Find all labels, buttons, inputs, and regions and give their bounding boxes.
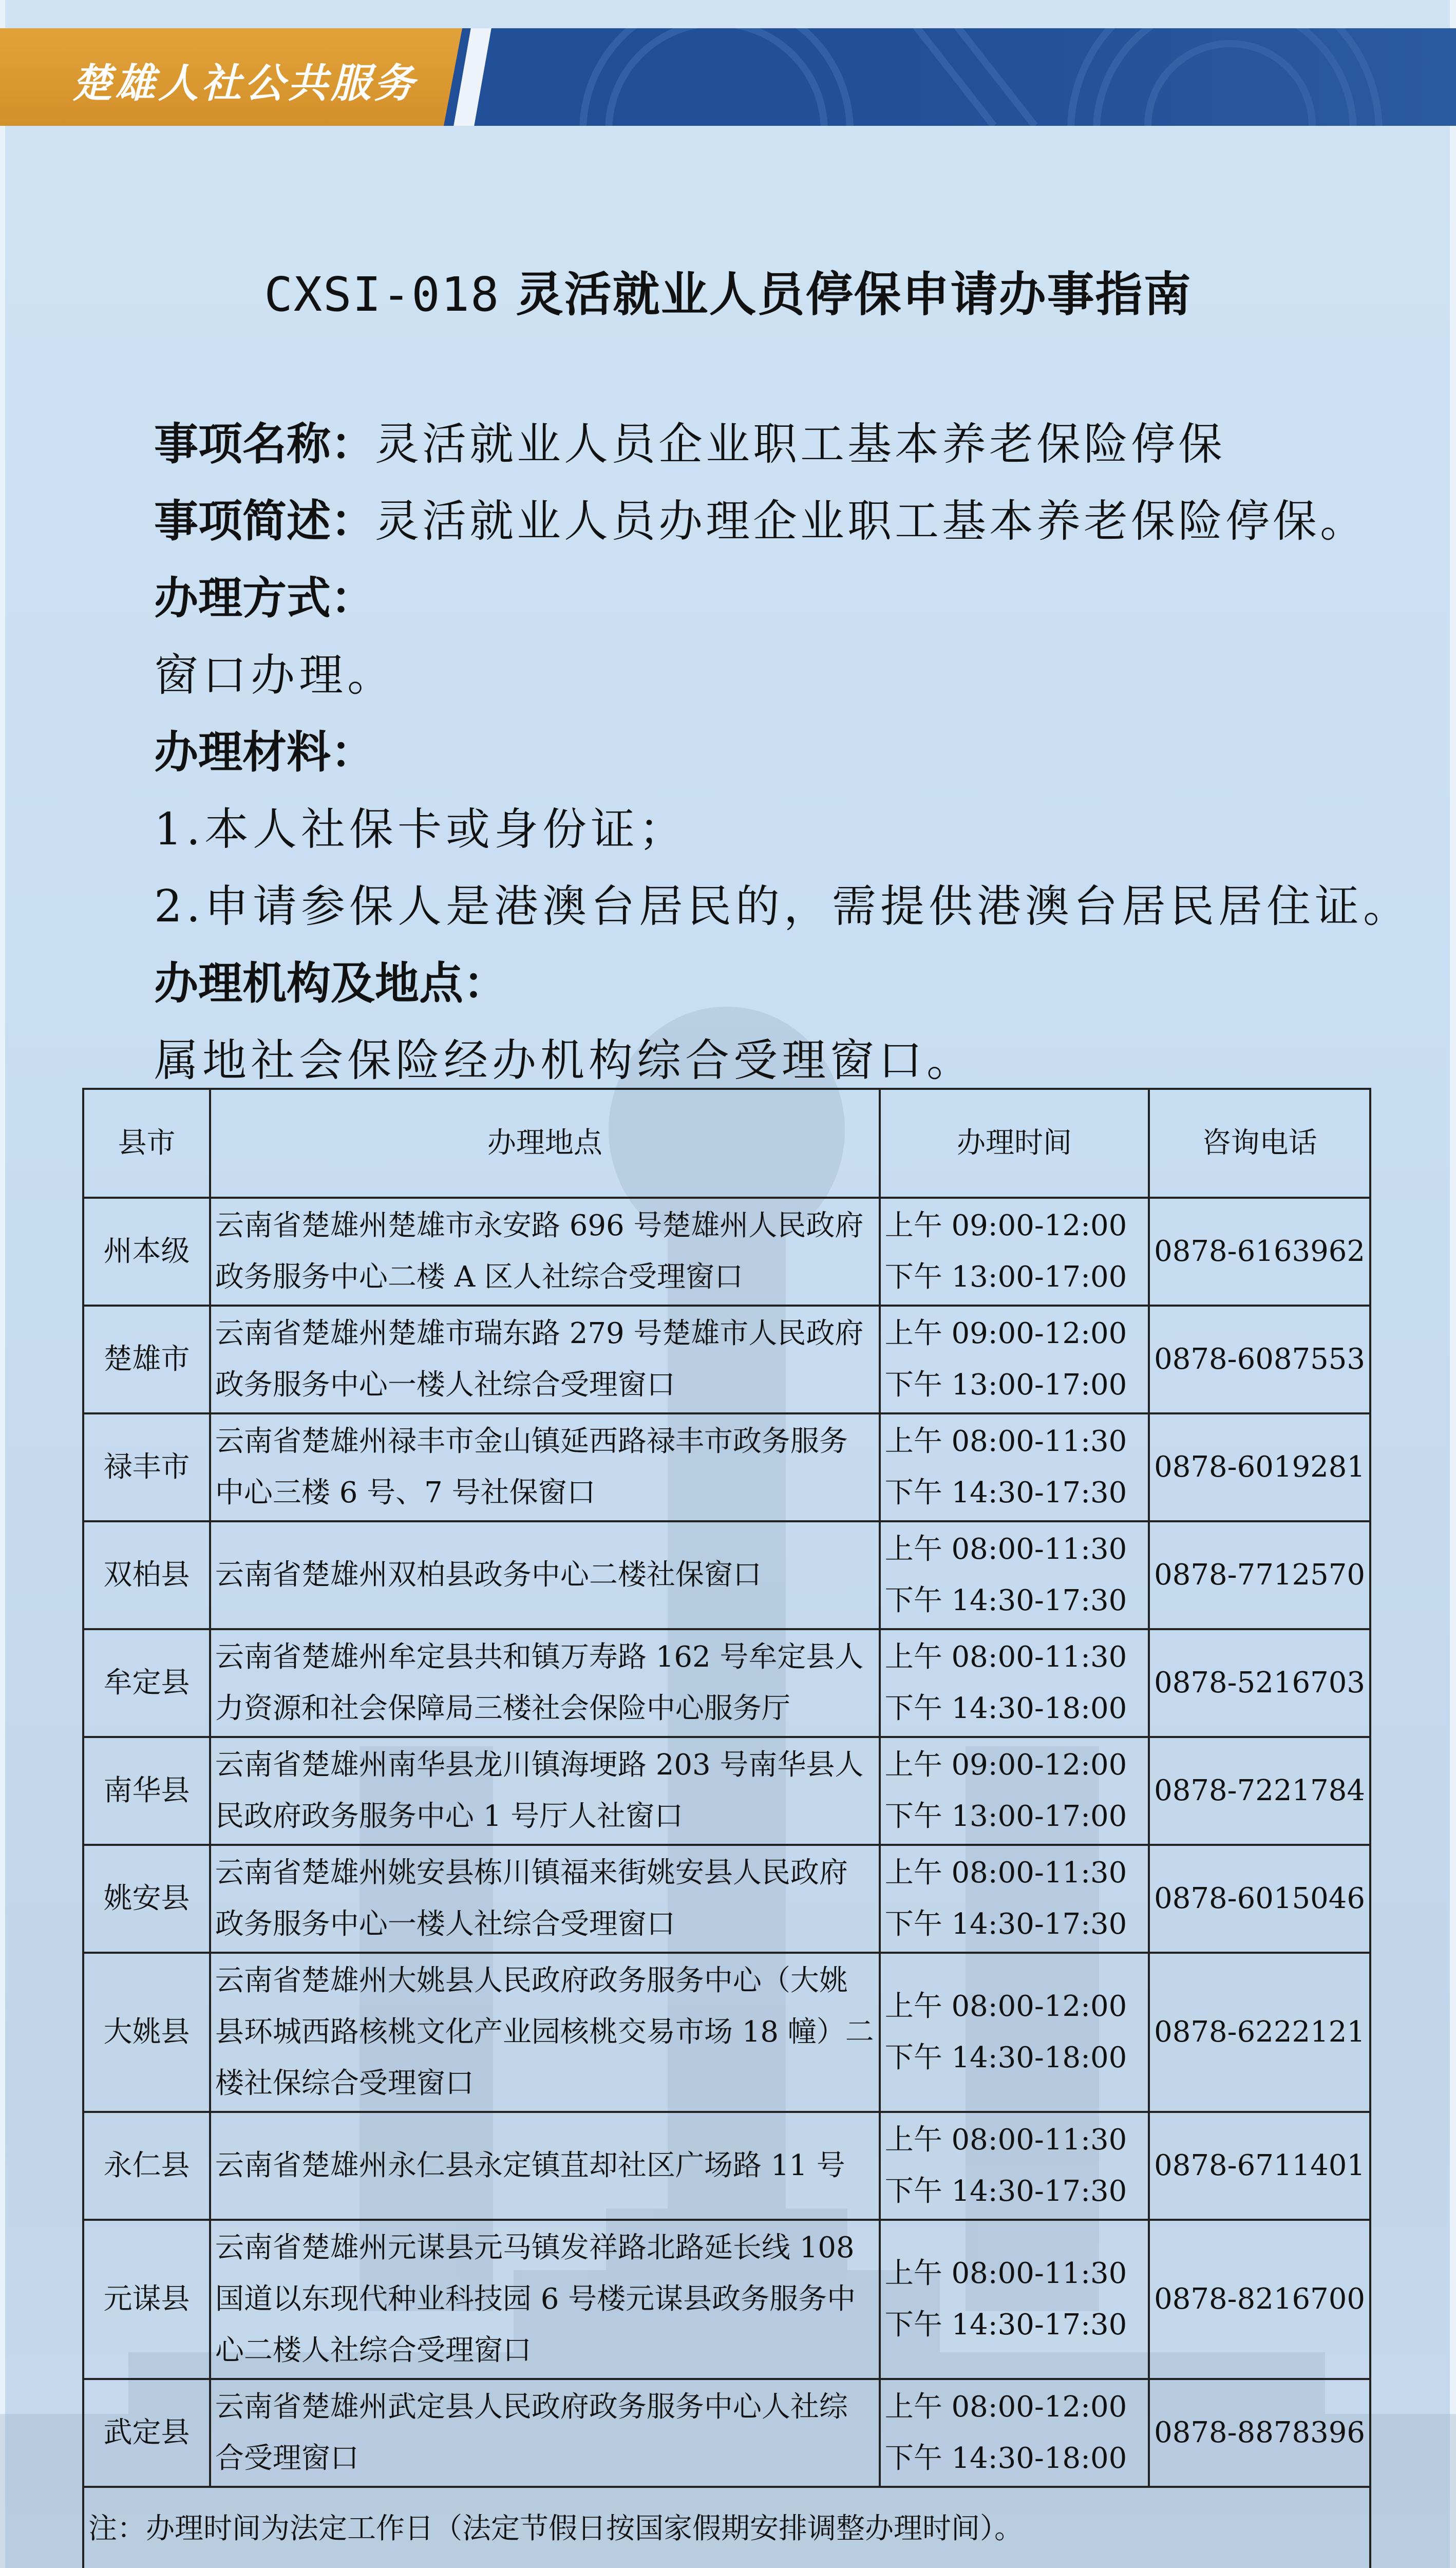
col-phone: 咨询电话: [1149, 1089, 1370, 1198]
office-label: 办理机构及地点：: [154, 958, 507, 1009]
item-name-label: 事项名称：: [154, 419, 375, 470]
county-cell: 楚雄市: [83, 1306, 210, 1413]
hours-am: 上午 08:00-11:30: [884, 1533, 1127, 1566]
hours-cell: [880, 2220, 1149, 2379]
place-cell: 云南省楚雄州双柏县政务中心二楼社保窗口: [210, 1521, 880, 1629]
table-note-row: [83, 2487, 1370, 2568]
hours-am: 上午 09:00-12:00: [884, 1317, 1127, 1350]
county-cell: 禄丰市: [83, 1413, 210, 1521]
table-row: [83, 1198, 1370, 1306]
phone-cell: 0878-6222121: [1149, 1953, 1370, 2112]
place-cell: 云南省楚雄州永仁县永定镇苴却社区广场路 11 号: [210, 2112, 880, 2220]
materials-label: 办理材料：: [154, 727, 375, 778]
place-cell: 云南省楚雄州姚安县栋川镇福来街姚安县人民政府政务服务中心一楼人社综合受理窗口: [210, 1845, 880, 1953]
table-row: [83, 1845, 1370, 1953]
hours-cell: [880, 1737, 1149, 1845]
table-header-row: [83, 1089, 1370, 1198]
place-cell: 云南省楚雄州大姚县人民政府政务服务中心（大姚县环城西路核桃文化产业园核桃交易市场 18 幢）二楼社保综合受理窗口: [210, 1953, 880, 2112]
county-cell: 大姚县: [83, 1953, 210, 2112]
brand-title: 楚雄人社公共服务: [72, 60, 418, 107]
place-cell: 云南省楚雄州元谋县元马镇发祥路北路延长线 108 国道以东现代种业科技园 6 号楼元谋县政务服务中心二楼人社综合受理窗口: [210, 2220, 880, 2379]
hours-pm: 下午 14:30-18:00: [884, 2442, 1127, 2475]
item-desc-label: 事项简述：: [154, 496, 375, 547]
hours-cell: [880, 1306, 1149, 1413]
hours-pm: 下午 14:30-17:30: [884, 1584, 1127, 1617]
phone-cell: 0878-8216700: [1149, 2220, 1370, 2379]
table-row: [83, 2112, 1370, 2220]
place-cell: 云南省楚雄州禄丰市金山镇延西路禄丰市政务服务中心三楼 6 号、7 号社保窗口: [210, 1413, 880, 1521]
hours-cell: [880, 1413, 1149, 1521]
place-cell: 云南省楚雄州楚雄市瑞东路 279 号楚雄市人民政府政务服务中心一楼人社综合受理窗口: [210, 1306, 880, 1413]
phone-cell: 0878-6087553: [1149, 1306, 1370, 1413]
hours-am: 上午 08:00-11:30: [884, 2123, 1127, 2157]
method-value: 窗口办理。: [154, 650, 395, 701]
office-row: [154, 945, 1407, 1022]
material-item: 1.本人社保卡或身份证；: [154, 804, 688, 855]
hours-am: 上午 08:00-11:30: [884, 1425, 1127, 1458]
hours-pm: 下午 14:30-17:30: [884, 2308, 1127, 2342]
title-code: CXSI-018: [264, 267, 500, 322]
item-desc-row: [154, 483, 1407, 560]
place-cell: 云南省楚雄州楚雄市永安路 696 号楚雄州人民政府政务服务中心二楼 A 区人社综合受理窗口: [210, 1198, 880, 1306]
hours-am: 上午 09:00-12:00: [884, 1748, 1127, 1782]
hours-am: 上午 08:00-11:30: [884, 2257, 1127, 2290]
phone-cell: 0878-5216703: [1149, 1629, 1370, 1737]
hours-cell: [880, 1629, 1149, 1737]
hours-cell: [880, 2379, 1149, 2487]
phone-cell: 0878-7712570: [1149, 1521, 1370, 1629]
col-county: 县市: [83, 1089, 210, 1198]
method-row: [154, 560, 1407, 637]
hours-cell: [880, 1521, 1149, 1629]
phone-cell: 0878-6711401: [1149, 2112, 1370, 2220]
county-cell: 南华县: [83, 1737, 210, 1845]
hours-pm: 下午 14:30-18:00: [884, 1692, 1127, 1725]
item-name-row: [154, 406, 1407, 483]
item-desc-value: 灵活就业人员办理企业职工基本养老保险停保。: [375, 496, 1367, 547]
phone-cell: 0878-7221784: [1149, 1737, 1370, 1845]
hours-pm: 下午 14:30-18:00: [884, 2041, 1127, 2074]
county-cell: 永仁县: [83, 2112, 210, 2220]
table-row: [83, 2379, 1370, 2487]
phone-cell: 0878-6163962: [1149, 1198, 1370, 1306]
hours-cell: [880, 1953, 1149, 2112]
page-title: [0, 257, 1456, 325]
county-cell: 州本级: [83, 1198, 210, 1306]
method-label: 办理方式：: [154, 573, 375, 624]
place-cell: 云南省楚雄州牟定县共和镇万寿路 162 号牟定县人力资源和社会保障局三楼社会保险中心服务厅: [210, 1629, 880, 1737]
table-row: [83, 1306, 1370, 1413]
table-row: [83, 1521, 1370, 1629]
hours-cell: [880, 1198, 1149, 1306]
hours-pm: 下午 14:30-17:30: [884, 1908, 1127, 1941]
county-cell: 元谋县: [83, 2220, 210, 2379]
hours-am: 上午 09:00-12:00: [884, 1209, 1127, 1242]
item-name-value: 灵活就业人员企业职工基本养老保险停保: [375, 419, 1225, 470]
guide-details: [154, 406, 1412, 1099]
county-cell: 双柏县: [83, 1521, 210, 1629]
county-cell: 牟定县: [83, 1629, 210, 1737]
hours-pm: 下午 13:00-17:00: [884, 1260, 1127, 1294]
header-pattern: [480, 28, 1456, 126]
hours-cell: [880, 1845, 1149, 1953]
col-hours: 办理时间: [880, 1089, 1149, 1198]
place-cell: 云南省楚雄州南华县龙川镇海埂路 203 号南华县人民政府政务服务中心 1 号厅人社窗口: [210, 1737, 880, 1845]
hours-pm: 下午 13:00-17:00: [884, 1368, 1127, 1402]
col-place: 办理地点: [210, 1089, 880, 1198]
county-cell: 武定县: [83, 2379, 210, 2487]
hours-cell: [880, 2112, 1149, 2220]
hours-pm: 下午 14:30-17:30: [884, 1476, 1127, 1509]
table-row: [83, 1413, 1370, 1521]
table-row: [83, 1953, 1370, 2112]
phone-cell: 0878-6015046: [1149, 1845, 1370, 1953]
hours-pm: 下午 13:00-17:00: [884, 1800, 1127, 1833]
office-value: 属地社会保险经办机构综合受理窗口。: [154, 1035, 975, 1086]
phone-cell: 0878-8878396: [1149, 2379, 1370, 2487]
office-table: [82, 1088, 1371, 2568]
table-row: [83, 1737, 1370, 1845]
table-row: [83, 1629, 1370, 1737]
hours-am: 上午 08:00-11:30: [884, 1640, 1127, 1674]
materials-row: [154, 714, 1407, 791]
table-note: 注：办理时间为法定工作日（法定节假日按国家假期安排调整办理时间）。: [83, 2487, 1370, 2568]
phone-cell: 0878-6019281: [1149, 1413, 1370, 1521]
title-name: 灵活就业人员停保申请办事指南: [516, 267, 1192, 322]
place-cell: 云南省楚雄州武定县人民政府政务服务中心人社综合受理窗口: [210, 2379, 880, 2487]
table-row: [83, 2220, 1370, 2379]
hours-am: 上午 08:00-12:00: [884, 1990, 1127, 2023]
hours-am: 上午 08:00-11:30: [884, 1856, 1127, 1890]
hours-am: 上午 08:00-12:00: [884, 2390, 1127, 2424]
county-cell: 姚安县: [83, 1845, 210, 1953]
hours-pm: 下午 14:30-17:30: [884, 2175, 1127, 2208]
material-item: 2.申请参保人是港澳台居民的，需提供港澳台居民居住证。: [154, 881, 1412, 932]
